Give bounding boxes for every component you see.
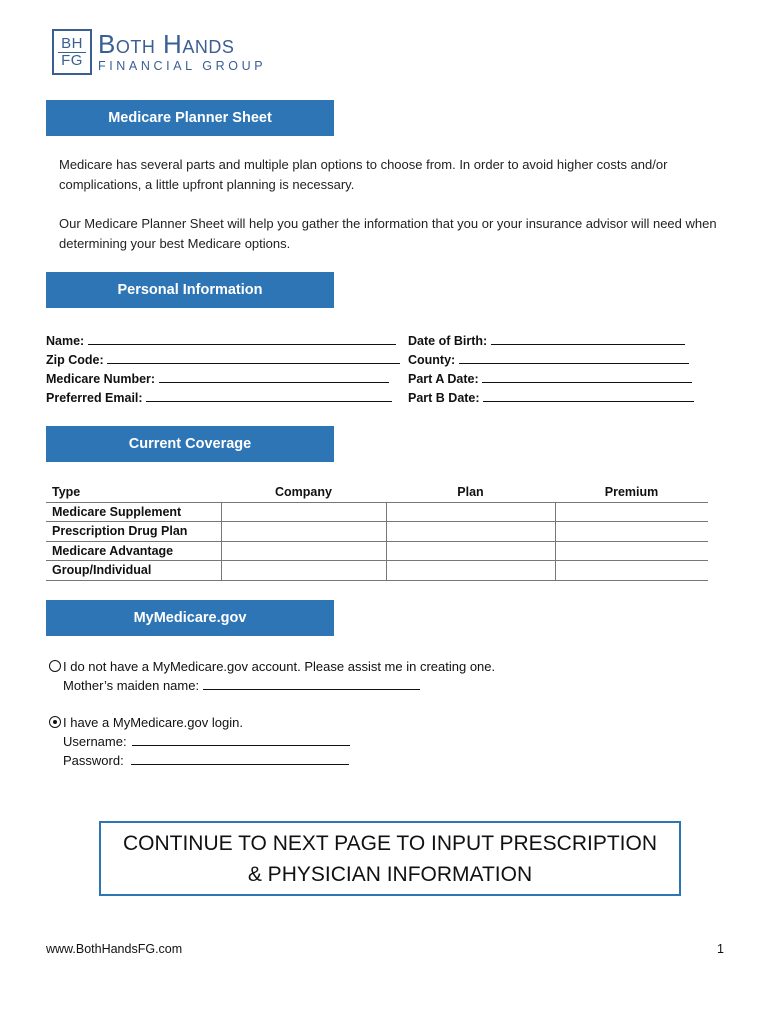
logo-name: Both Hands bbox=[98, 29, 235, 59]
row-type: Medicare Advantage bbox=[46, 541, 221, 561]
password-label: Password: bbox=[63, 753, 124, 768]
option-no-account-label: I do not have a MyMedicare.gov account. Please assist me in creating one. bbox=[63, 659, 496, 674]
row-type: Prescription Drug Plan bbox=[46, 522, 221, 542]
coverage-table bbox=[46, 483, 708, 581]
maiden-name-field[interactable] bbox=[63, 677, 420, 695]
dob-input-line[interactable] bbox=[491, 333, 685, 345]
medicare-number-label: Medicare Number: bbox=[46, 372, 156, 386]
page-number: 1 bbox=[717, 942, 724, 956]
header-type: Type bbox=[46, 483, 221, 502]
zip-label: Zip Code: bbox=[46, 353, 104, 367]
footer-website: www.BothHandsFG.com bbox=[46, 942, 183, 956]
name-input-line[interactable] bbox=[88, 333, 396, 345]
name-label: Name: bbox=[46, 334, 85, 348]
logo-subtitle: FINANCIAL GROUP bbox=[98, 59, 267, 73]
company-cell[interactable] bbox=[221, 541, 386, 561]
part-a-field[interactable] bbox=[408, 370, 692, 388]
table-row bbox=[46, 561, 708, 581]
header-plan: Plan bbox=[386, 483, 555, 502]
coverage-bar bbox=[46, 426, 334, 462]
company-cell[interactable] bbox=[221, 502, 386, 522]
company-logo bbox=[52, 28, 266, 76]
plan-cell[interactable] bbox=[386, 502, 555, 522]
premium-cell[interactable] bbox=[555, 502, 708, 522]
header-company: Company bbox=[221, 483, 386, 502]
personal-info-bar bbox=[46, 272, 334, 308]
logo-mark bbox=[52, 29, 92, 75]
coverage-title: Current Coverage bbox=[128, 436, 252, 452]
dob-label: Date of Birth: bbox=[408, 334, 488, 348]
option-have-login[interactable] bbox=[49, 714, 243, 732]
radio-have-login[interactable] bbox=[49, 716, 61, 728]
mymedicare-title: MyMedicare.gov bbox=[133, 610, 247, 626]
premium-cell[interactable] bbox=[555, 522, 708, 542]
dob-field[interactable] bbox=[408, 332, 685, 350]
email-input-line[interactable] bbox=[146, 390, 392, 402]
table-row bbox=[46, 522, 708, 542]
mymedicare-bar bbox=[46, 600, 334, 636]
part-a-input-line[interactable] bbox=[482, 371, 692, 383]
username-field[interactable] bbox=[63, 733, 350, 751]
planner-title-bar bbox=[46, 100, 334, 136]
table-row bbox=[46, 502, 708, 522]
radio-no-account[interactable] bbox=[49, 660, 61, 672]
part-a-label: Part A Date: bbox=[408, 372, 479, 386]
county-input-line[interactable] bbox=[459, 352, 689, 364]
logo-mark-top: BH bbox=[61, 34, 83, 52]
plan-cell[interactable] bbox=[386, 522, 555, 542]
row-type: Group/Individual bbox=[46, 561, 221, 581]
password-input-line[interactable] bbox=[131, 753, 349, 765]
county-label: County: bbox=[408, 353, 456, 367]
company-cell[interactable] bbox=[221, 522, 386, 542]
name-field[interactable] bbox=[46, 332, 396, 350]
table-row bbox=[46, 541, 708, 561]
plan-cell[interactable] bbox=[386, 561, 555, 581]
zip-input-line[interactable] bbox=[107, 352, 400, 364]
medicare-number-field[interactable] bbox=[46, 370, 389, 388]
intro-paragraph-1: Medicare has several parts and multiple plan options to choose from. In order to avoid higher costs and/or complications, a little upfront planning is necessary. bbox=[59, 157, 668, 192]
county-field[interactable] bbox=[408, 351, 689, 369]
premium-cell[interactable] bbox=[555, 541, 708, 561]
logo-mark-bottom: FG bbox=[58, 52, 86, 69]
email-label: Preferred Email: bbox=[46, 391, 143, 405]
medicare-number-input-line[interactable] bbox=[159, 371, 389, 383]
planner-title: Medicare Planner Sheet bbox=[108, 110, 272, 126]
continue-notice bbox=[99, 821, 681, 896]
plan-cell[interactable] bbox=[386, 541, 555, 561]
personal-info-title: Personal Information bbox=[117, 282, 263, 298]
zip-field[interactable] bbox=[46, 351, 400, 369]
company-cell[interactable] bbox=[221, 561, 386, 581]
option-no-account[interactable] bbox=[49, 658, 495, 676]
header-premium: Premium bbox=[555, 483, 708, 502]
intro-paragraph-2: Our Medicare Planner Sheet will help you gather the information that you or your insurance advisor will need when determining your best Medicare options. bbox=[59, 216, 717, 251]
row-type: Medicare Supplement bbox=[46, 502, 221, 522]
option-have-login-label: I have a MyMedicare.gov login. bbox=[63, 715, 243, 730]
coverage-header-row bbox=[46, 483, 708, 502]
username-label: Username: bbox=[63, 734, 127, 749]
part-b-label: Part B Date: bbox=[408, 391, 480, 405]
part-b-field[interactable] bbox=[408, 389, 694, 407]
premium-cell[interactable] bbox=[555, 561, 708, 581]
part-b-input-line[interactable] bbox=[483, 390, 694, 402]
email-field[interactable] bbox=[46, 389, 392, 407]
username-input-line[interactable] bbox=[132, 734, 350, 746]
continue-line-2: & PHYSICIAN INFORMATION bbox=[247, 862, 533, 886]
maiden-name-input-line[interactable] bbox=[203, 678, 420, 690]
password-field[interactable] bbox=[63, 752, 349, 770]
maiden-name-label: Mother’s maiden name: bbox=[63, 678, 200, 693]
continue-line-1: CONTINUE TO NEXT PAGE TO INPUT PRESCRIPTION bbox=[122, 831, 658, 855]
